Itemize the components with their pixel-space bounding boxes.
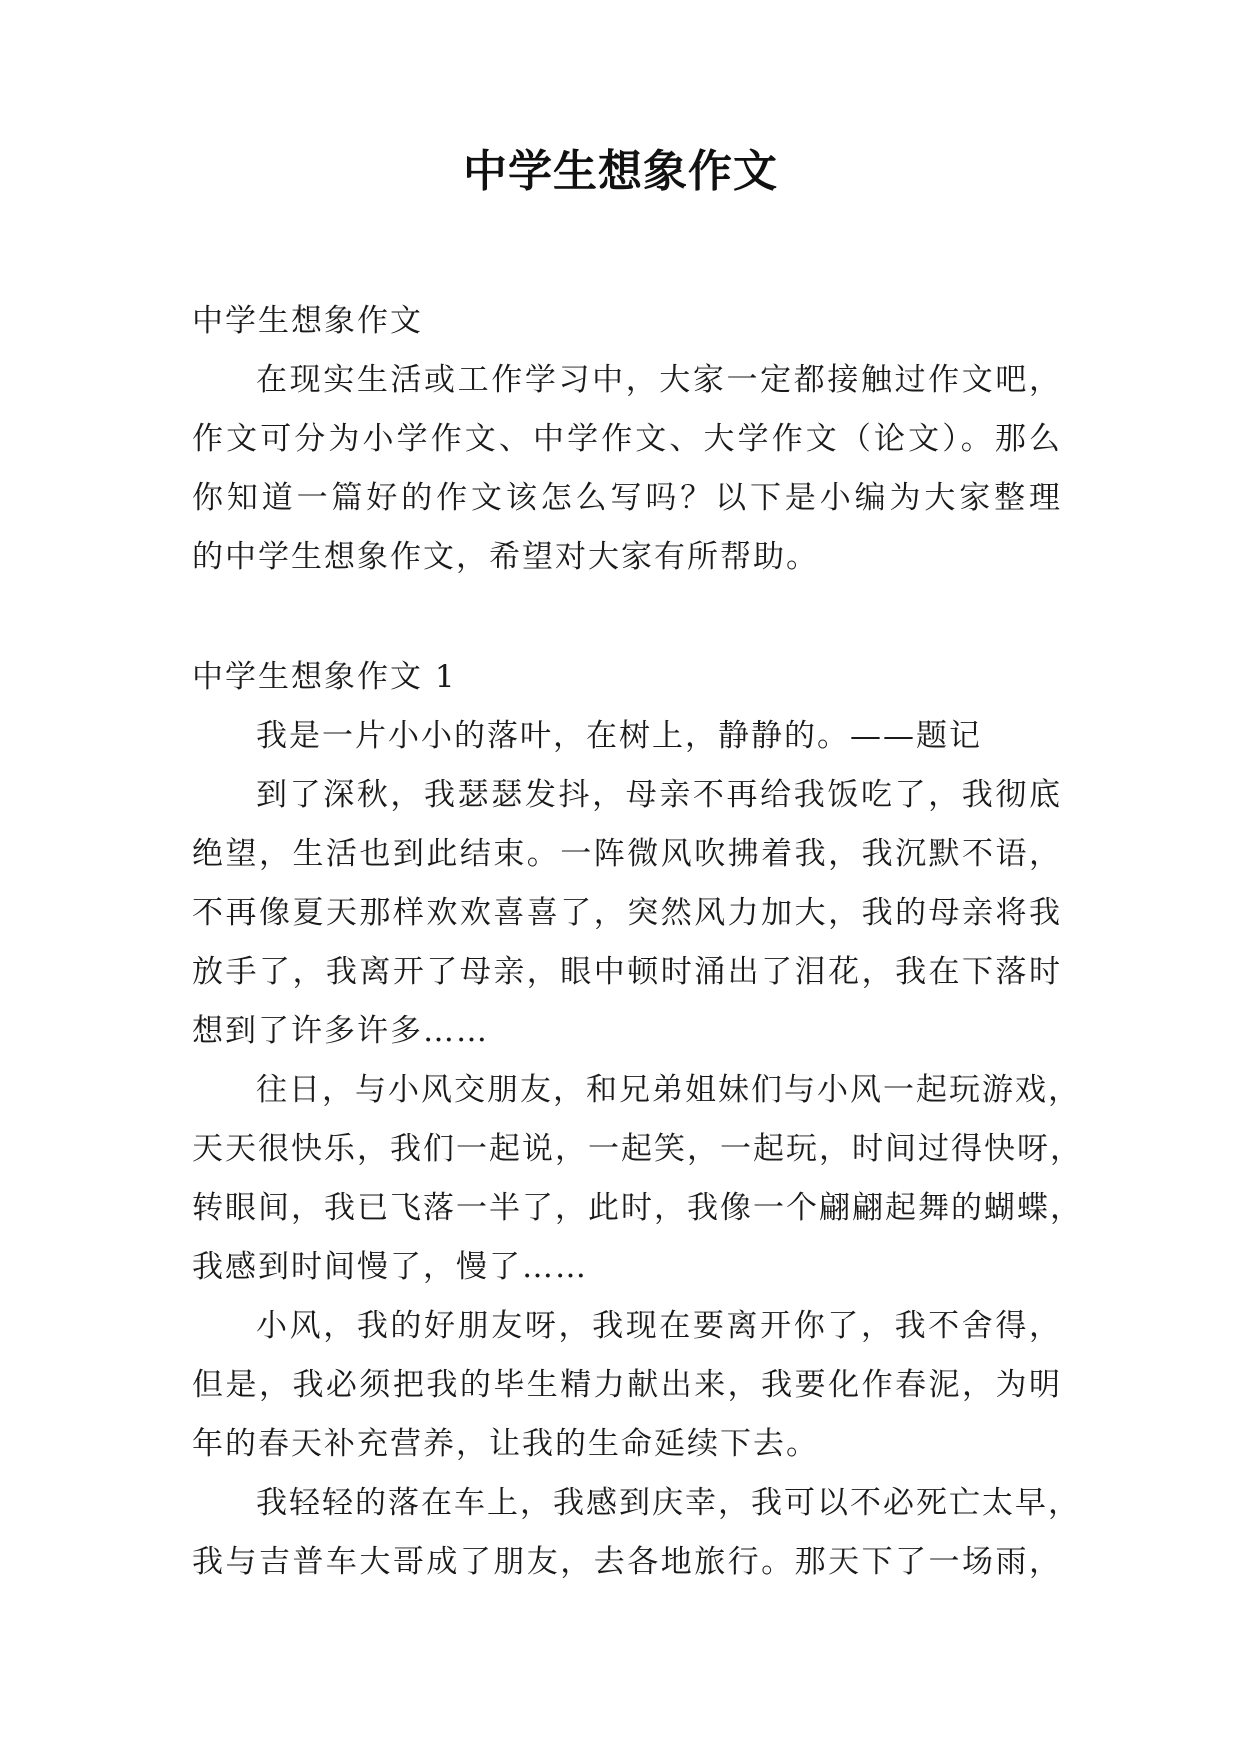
document-title: 中学生想象作文 [463,146,778,197]
text-line: 转眼间，我已飞落一半了，此时，我像一个翩翩起舞的蝴蝶， [192,1190,1083,1226]
text-line: 天天很快乐，我们一起说，一起笑，一起玩，时间过得快呀， [192,1131,1083,1167]
text-line: 我与吉普车大哥成了朋友，去各地旅行。那天下了一场雨， [192,1544,1062,1580]
text-line: 你知道一篇好的作文该怎么写吗？以下是小编为大家整理 [192,480,1062,516]
text-line: 我轻轻的落在车上，我感到庆幸，我可以不必死亡太早， [256,1485,1081,1521]
text-line: 想到了许多许多…… [192,1013,489,1049]
text-line: 在现实生活或工作学习中，大家一定都接触过作文吧， [256,362,1062,398]
text-line: 往日，与小风交朋友，和兄弟姐妹们与小风一起玩游戏， [256,1072,1081,1108]
essay-heading: 中学生想象作文 1 [192,659,457,695]
epigraph-line: 我是一片小小的落叶，在树上，静静的。——题记 [256,718,982,754]
text-line: 我感到时间慢了，慢了…… [192,1249,588,1285]
text-line: 作文可分为小学作文、中学作文、大学作文（论文）。那么 [192,421,1062,457]
text-line: 不再像夏天那样欢欢喜喜了，突然风力加大，我的母亲将我 [192,895,1062,931]
text-line: 年的春天补充营养，让我的生命延续下去。 [192,1426,819,1462]
text-line: 的中学生想象作文，希望对大家有所帮助。 [192,539,819,575]
text-line: 放手了，我离开了母亲，眼中顿时涌出了泪花，我在下落时 [192,954,1062,990]
text-line: 小风，我的好朋友呀，我现在要离开你了，我不舍得， [256,1308,1062,1344]
intro-section [192,292,1062,587]
essay-section [192,648,1083,1592]
text-line: 到了深秋，我瑟瑟发抖，母亲不再给我饭吃了，我彻底 [256,777,1062,813]
text-line: 但是，我必须把我的毕生精力献出来，我要化作春泥，为明 [192,1367,1062,1403]
intro-heading: 中学生想象作文 [192,303,423,339]
text-line: 绝望，生活也到此结束。一阵微风吹拂着我，我沉默不语， [192,836,1062,872]
